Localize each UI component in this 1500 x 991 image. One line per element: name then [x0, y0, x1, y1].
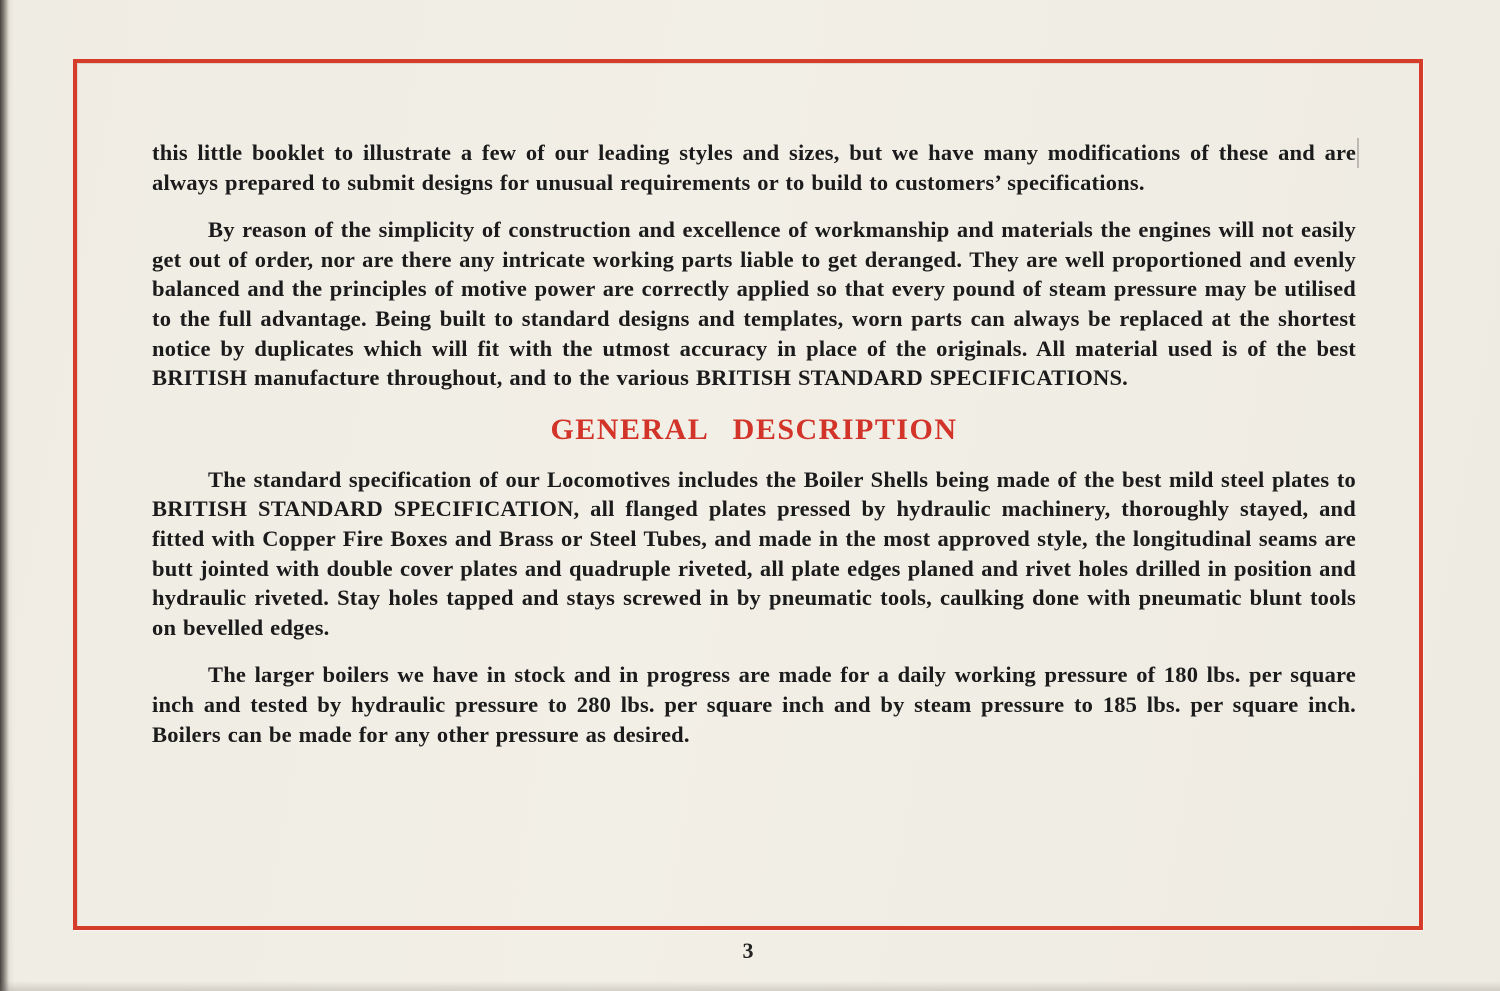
paragraph-boiler-pressures: The larger boilers we have in stock and in progress are made for a daily working pressure of 180 lbs. per square inch and tested by hydraulic pressure to 280 lbs. per square inch and by steam pressure to 185 lbs. per square inch. Boilers can be made for any other pressure as desired. [152, 662, 1356, 747]
scan-scratch-artifact [1357, 138, 1359, 168]
section-heading-general-description: GENERAL DESCRIPTION [550, 412, 958, 446]
page-bottom-edge-shadow [0, 981, 1500, 991]
paragraph-continuation: this little booklet to illustrate a few of our leading styles and sizes, but we have many modifications of these and are always prepared to submit designs for unusual requirements or to build to customers’ specifications. [152, 140, 1356, 195]
paragraph-workmanship: By reason of the simplicity of construction and excellence of workmanship and materials the engines will not easily get out of order, nor are there any intricate working parts liable to get deranged. They are well proportioned and evenly balanced and the principles of motive power are correctly applied so that every pound of steam pressure may be utilised to the full advantage. Being built to standard designs and templates, worn parts can always be replaced at the shortest notice by duplicates which will fit with the utmost accuracy in place of the originals. All material used is of the best BRITISH manufacture throughout, and to the various BRITISH STANDARD SPECIFICATIONS. [152, 217, 1356, 391]
page-number: 3 [742, 938, 754, 963]
book-spine-shadow [0, 0, 14, 991]
paragraph-standard-specification: The standard specification of our Locomotives includes the Boiler Shells being made of the best mild steel plates to BRITISH STANDARD SPECIFICATION, all flanged plates pressed by hydraulic machinery, thoroughly stayed, and fitted with Copper Fire Boxes and Brass or Steel Tubes, and made in the most approved style, the longitudinal seams are butt jointed with double cover plates and quadruple riveted, all plate edges planed and rivet holes drilled in position and hydraulic riveted. Stay holes tapped and stays screwed in by pneumatic tools, caulking done with pneumatic blunt tools on bevelled edges. [152, 466, 1356, 640]
page-text-block [152, 138, 1356, 767]
